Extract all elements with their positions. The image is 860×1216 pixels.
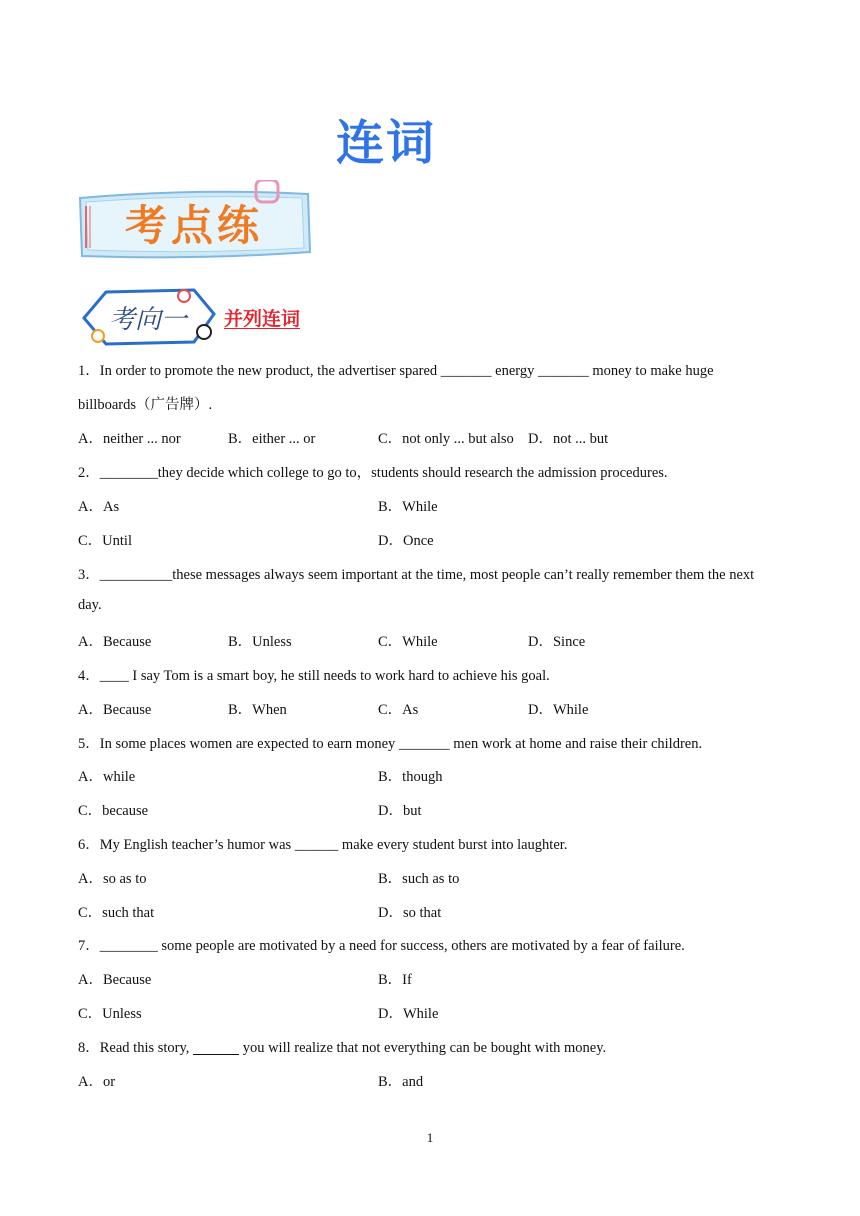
q6-option-c[interactable]: C．such that [78,905,155,921]
q3-option-b[interactable]: B．Unless [228,634,292,650]
question-5: 5．In some places women are expected to earn money _______ men work at home and raise their children. [78,736,703,752]
section-badge [76,284,218,350]
q5-option-d[interactable]: D．but [378,803,422,819]
answer-blank [193,1040,239,1055]
question-2: 2．________they decide which college to go to，students should research the admission procedures. [78,465,668,481]
page-title: 连词 [335,115,436,171]
question-1: 1．In order to promote the new product, the advertiser spared _______ energy _______ money to make huge [78,363,714,379]
question-7: 7．________ some people are motivated by a need for success, others are motivated by a fear of failure. [78,938,685,954]
question-3-cont: day. [78,597,102,613]
q4-option-a[interactable]: A．Because [78,702,152,718]
q5-option-a[interactable]: A．while [78,769,136,785]
q5-option-c[interactable]: C．because [78,803,149,819]
q1-option-d[interactable]: D．not ... but [528,431,609,447]
q5-option-b[interactable]: B．though [378,769,443,785]
q6-option-b[interactable]: B．such as to [378,871,460,887]
q6-option-d[interactable]: D．so that [378,905,442,921]
question-8: 8．Read this story, you will realize that not everything can be bought with money. [78,1040,607,1056]
q8-option-b[interactable]: B．and [378,1074,424,1090]
q3-option-d[interactable]: D．Since [528,634,586,650]
q4-option-b[interactable]: B．When [228,702,287,718]
q6-option-a[interactable]: A．so as to [78,871,147,887]
q1-option-b[interactable]: B．either ... or [228,431,316,447]
q3-option-a[interactable]: A．Because [78,634,152,650]
banner-kaodianlian [76,180,316,264]
question-6: 6．My English teacher’s humor was ______ make every student burst into laughter. [78,837,568,853]
badge-text: 考向一 [108,305,188,335]
q1-option-c[interactable]: C．not only ... but also [378,431,514,447]
question-3: 3．__________these messages always seem important at the time, most people can’t really remember them the next [78,567,755,583]
q7-option-c[interactable]: C．Unless [78,1006,142,1022]
banner-text: 考点练 [124,201,264,250]
decor-circle-icon [92,330,104,342]
page-number: 1 [426,1130,434,1145]
q7-option-b[interactable]: B．If [378,972,412,988]
q3-option-c[interactable]: C．While [378,634,438,650]
q7-option-d[interactable]: D．While [378,1006,439,1022]
q2-option-b[interactable]: B．While [378,499,438,515]
q7-option-a[interactable]: A．Because [78,972,152,988]
q2-option-d[interactable]: D．Once [378,533,434,549]
decor-ring-icon [197,325,211,339]
q8-option-a[interactable]: A．or [78,1074,116,1090]
q2-option-c[interactable]: C．Until [78,533,132,549]
q4-option-d[interactable]: D．While [528,702,589,718]
section-title: 并列连词 [224,308,301,330]
question-1-cont: billboards（广告牌）. [78,397,213,413]
q1-option-a[interactable]: A．neither ... nor [78,431,181,447]
q2-option-a[interactable]: A．As [78,499,120,515]
question-4: 4．____ I say Tom is a smart boy, he still needs to work hard to achieve his goal. [78,668,550,684]
q4-option-c[interactable]: C．As [378,702,419,718]
decor-dot-icon [178,290,190,302]
